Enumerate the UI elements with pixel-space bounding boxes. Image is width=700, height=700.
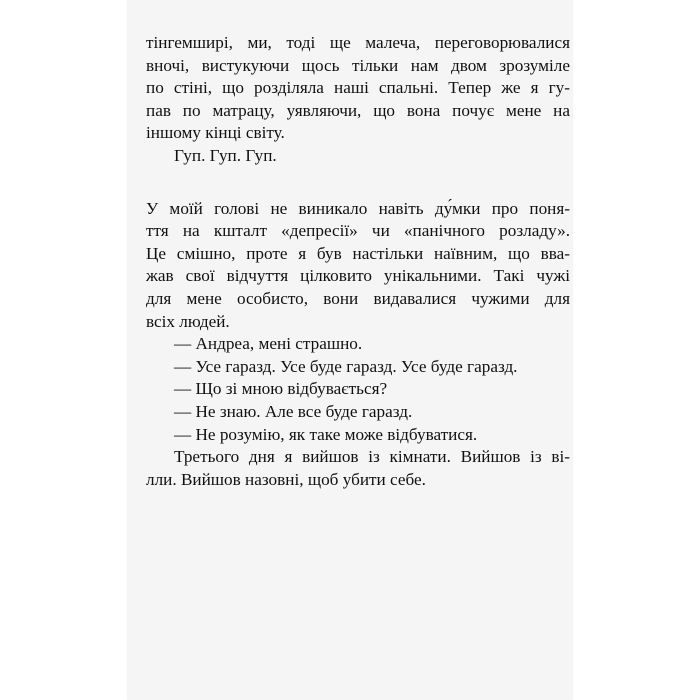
- text-line: всіх людей.: [146, 311, 230, 331]
- dialogue-line: — Андреа, мені страшно.: [174, 334, 363, 354]
- text-line: лли. Вийшов назовні, щоб убити себе.: [146, 469, 426, 489]
- text-line: пав по матрацу, уявляючи, що вона почує мене на: [146, 100, 570, 120]
- text-line: ття на кшталт «депресії» чи «панічного розладу».: [146, 221, 570, 241]
- book-page: [127, 0, 573, 700]
- text-line-gup: Гуп. Гуп. Гуп.: [174, 145, 277, 165]
- text-line: по стіні, що розділяла наші спальні. Тепер же я гу-: [146, 78, 570, 98]
- section-break: [146, 168, 570, 198]
- text-line: вночі, вистукуючи щось тільки нам двом зрозуміле: [146, 55, 570, 75]
- text-line: Це смішно, проте я був настільки наївним, що вва-: [146, 243, 570, 263]
- text-line: для мене особисто, вони видавалися чужими для: [146, 288, 570, 308]
- text-line: тінгемширі, ми, тоді ще малеча, переговорювалися: [146, 33, 570, 52]
- page-text: [146, 32, 570, 491]
- text-line: іншому кінці світу.: [146, 123, 285, 143]
- text-line: У моїй голові не виникало навіть ду́мки про поня-: [146, 198, 570, 218]
- dialogue-line: — Не розумію, як таке може відбуватися.: [174, 424, 478, 444]
- text-line: жав свої відчуття цілковито унікальними. Такі чужі: [146, 266, 570, 286]
- dialogue-line: — Усе гаразд. Усе буде гаразд. Усе буде гаразд.: [174, 356, 518, 376]
- dialogue-line: — Що зі мною відбувається?: [174, 379, 388, 399]
- text-line: Третього дня я вийшов із кімнати. Вийшов із ві-: [174, 447, 570, 467]
- dialogue-line: — Не знаю. Але все буде гаразд.: [174, 401, 413, 421]
